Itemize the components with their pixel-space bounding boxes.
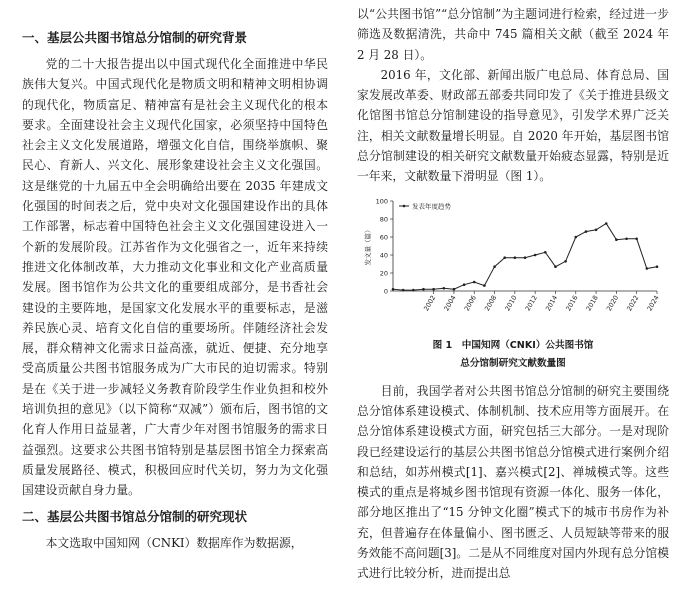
data-point <box>514 256 517 259</box>
section-2-title: 二、基层公共图书馆总分馆制的研究现状 <box>22 508 248 524</box>
data-point <box>503 256 506 259</box>
data-point <box>483 284 486 287</box>
y-tick-label: 0 <box>383 287 388 296</box>
x-tick-label: 2010 <box>503 293 519 313</box>
x-tick-label: 2020 <box>604 293 621 313</box>
data-point <box>615 238 618 241</box>
x-tick-label: 2022 <box>625 293 641 313</box>
x-tick-label: 2016 <box>564 293 580 313</box>
literature-count-chart <box>357 193 669 333</box>
data-point <box>574 235 577 238</box>
figure-caption <box>357 337 669 373</box>
data-point <box>544 251 547 254</box>
data-point <box>422 288 425 291</box>
x-tick-label: 2014 <box>543 293 560 313</box>
data-point <box>463 283 466 286</box>
data-point <box>595 228 598 231</box>
y-tick-label: 80 <box>379 215 388 224</box>
x-tick-label: 2008 <box>483 293 499 313</box>
policy-paragraph: 2016 年，文化部、新闻出版广电总局、体育总局、国家发展改革委、财政部五部委共同印发了《关于推进县级文化馆图书馆总分馆制建设的指导意见》，引发学术界广泛关注，相关文献数量增长明显。自 2020 年开始，基层图书馆总分馆制建设的相关研究文献数量开始疲态显露，特别是近一年来，文献数量下滑明显（图 1）。 <box>357 67 669 184</box>
y-tick-label: 20 <box>379 269 388 278</box>
continued-paragraph: 以“公共图书馆”“总分馆制”为主题词进行检索，经过进一步筛选及数据清洗，共命中 745 篇相关文献（截至 2024 年 2 月 28 日）。 <box>357 7 669 62</box>
data-point <box>656 265 659 268</box>
x-tick-label: 2004 <box>442 293 458 313</box>
data-point <box>412 288 415 291</box>
section-1-paragraph: 党的二十大报告提出以中国式现代化全面推进中华民族伟大复兴。中国式现代化是物质文明和精神文明相协调的现代化，物质富足、精神富有是社会主义现代化的根本要求。全面建设社会主义现代化国家，必须坚持中国特色社会主义文化发展道路，增强文化自信，围绕举旗帜、聚民心、育新人、兴文化、展形象建设社会主义文化强国。这是继党的十九届五中全会明确给出要在 2035 年建成文化强国的时间表之后，党中央对文化强国建设作出的具体工作部署，标志着中国特色社会主义文化强国建设进入一个新的发展阶段。江苏省作为文化强省之一，近年来持续推进文化体制改革，大力推动文化事业和文化产业高质量发展。图书馆作为公共文化的重要组成部分，是书香社会建设的主要阵地，是国家文化发展水平的重要标志，是滋养民族心灵、培育文化自信的重要场所。伴随经济社会发展，群众精神文化需求日益高涨，就近、便捷、充分地享受高质量公共图书馆服务成为广大市民的迫切需求。特别是在《关于进一步减轻义务教育阶段学生作业负担和校外培训负担的意见》（以下简称“双减”）颁布后，图书馆的文化育人作用日益显著，广大青少年对图书馆服务的需求日益强烈。这要求公共图书馆特别是基层图书馆全力探索高质量发展路径、模式，积极回应时代关切，努力为文化强国建设贡献自身力量。 <box>22 57 328 498</box>
data-point <box>402 288 405 291</box>
section-1-title: 一、基层公共图书馆总分馆制的研究背景 <box>22 30 248 45</box>
data-point <box>585 230 588 233</box>
legend-label: 发表年度趋势 <box>412 202 451 211</box>
data-point <box>564 260 567 263</box>
data-point <box>646 267 649 270</box>
data-point <box>605 222 608 225</box>
data-point <box>392 288 395 291</box>
data-point <box>473 280 476 283</box>
x-tick-label: 2002 <box>422 293 438 313</box>
section-2-paragraph: 本文选取中国知网（CNKI）数据库作为数据源， <box>45 535 303 550</box>
data-point <box>432 288 435 291</box>
x-tick-label: 2006 <box>462 293 478 313</box>
data-point <box>524 256 527 259</box>
y-tick-label: 100 <box>375 197 388 206</box>
chart-svg <box>357 193 669 333</box>
data-point <box>534 253 537 256</box>
research-status-paragraph: 目前，我国学者对公共图书馆总分馆制的研究主要围绕总分馆体系建设模式、体制机制、技术应用等方面展开。在总分馆体系建设模式方面，研究包括三大部分。一是对现阶段已经建设运行的基层公共图书馆总分馆模式进行案例介绍和总结，如苏州模式[1]、嘉兴模式[2]、禅城模式等。这些模式的重点是将城乡图书馆现有资源一体化、服务一体化，部分地区推出了“15 分钟文化圈”模式下的城市书房作为补充，但普遍存在体量偏小、图书匮乏、人员短缺等带来的服务效能不高问题[3]。二是从不同维度对国内外现有总分馆模式进行比较分析，进而提出总 <box>357 383 669 581</box>
data-point <box>493 265 496 268</box>
data-point <box>625 237 628 240</box>
y-tick-label: 40 <box>379 251 388 260</box>
right-column <box>357 0 669 584</box>
x-tick-label: 2012 <box>523 293 539 313</box>
legend-marker <box>403 204 406 207</box>
y-tick-label: 60 <box>379 233 388 242</box>
left-column <box>22 0 328 553</box>
figure-caption-line-1: 图 1 中国知网（CNKI）公共图书馆 <box>432 339 594 351</box>
data-point <box>635 237 638 240</box>
data-point <box>442 287 445 290</box>
x-tick-label: 2018 <box>584 293 600 313</box>
y-axis-label: 发文量（篇） <box>364 226 372 266</box>
data-point <box>554 265 557 268</box>
data-point <box>453 288 456 291</box>
x-tick-label: 2024 <box>645 293 661 313</box>
figure-caption-line-2: 总分馆制研究文献数量图 <box>460 357 566 369</box>
